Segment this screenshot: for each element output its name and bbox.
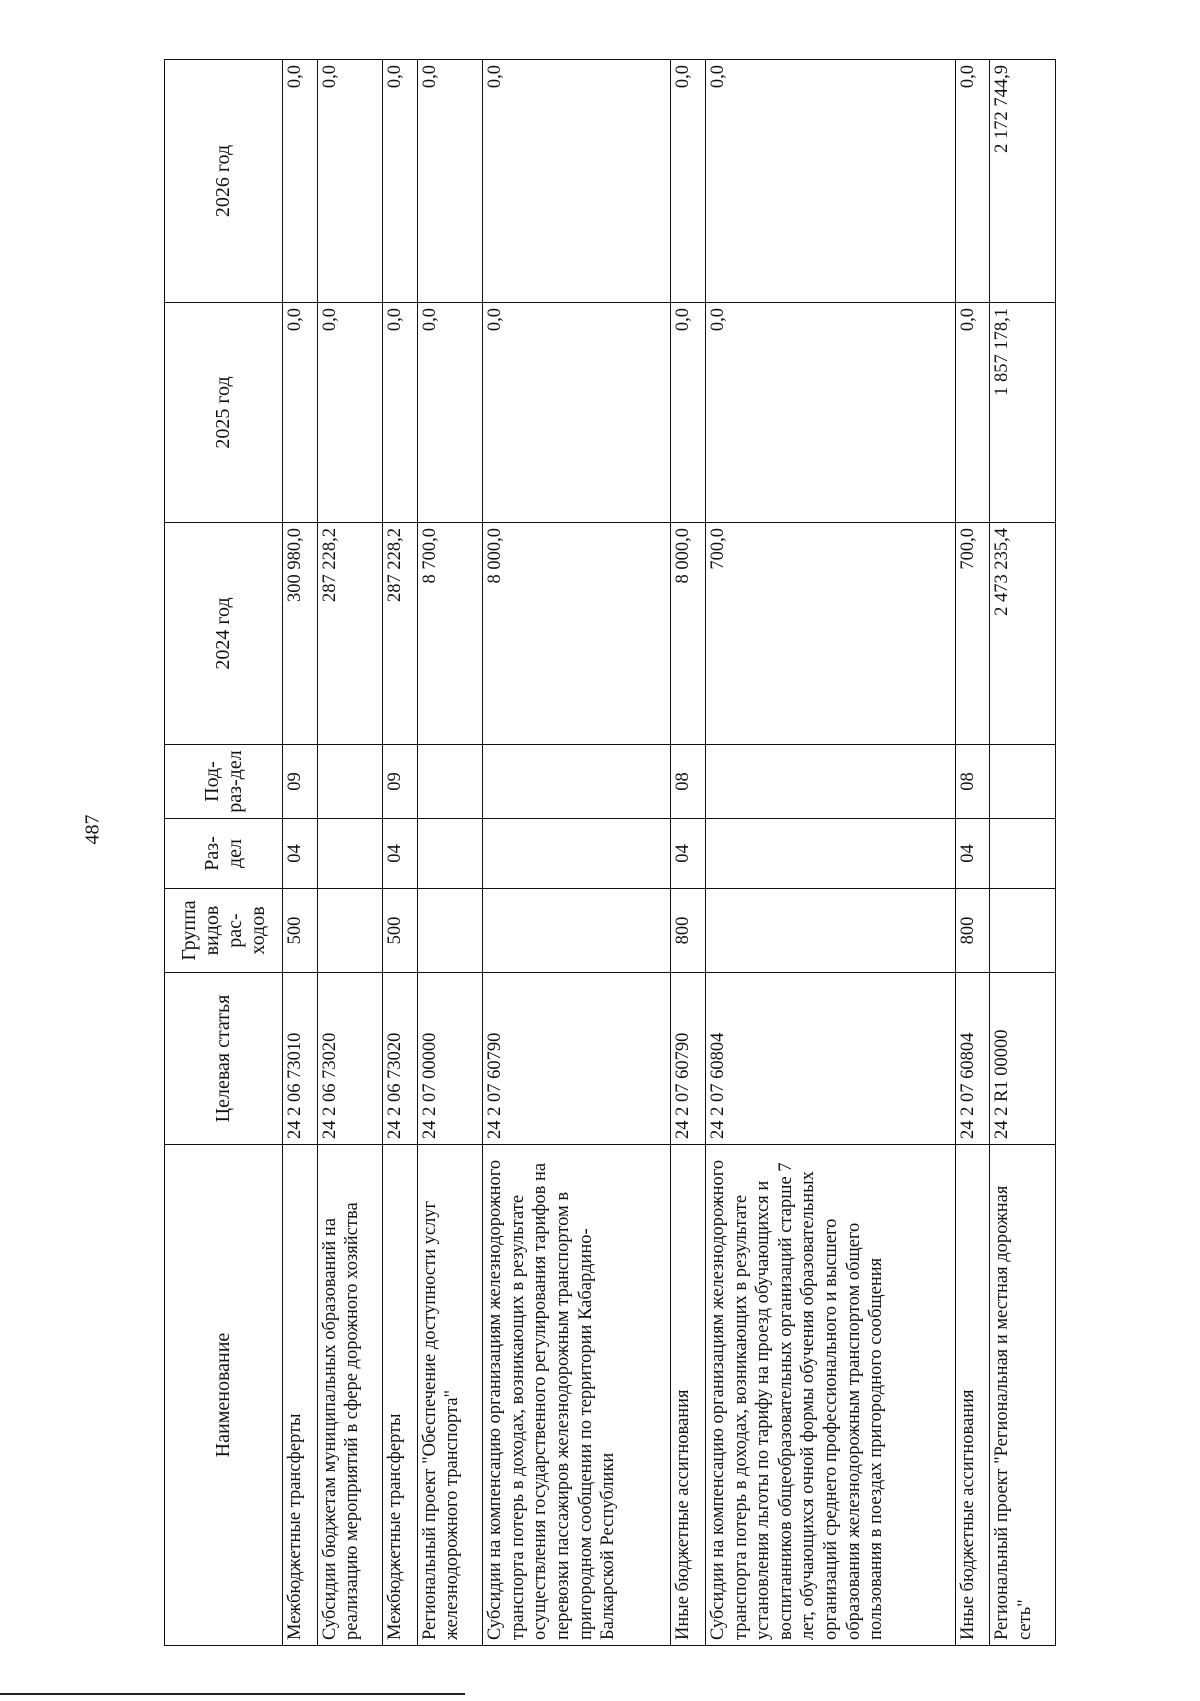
cell-group: 500 (283, 889, 318, 973)
cell-target: 24 2 07 60790 (483, 973, 671, 1145)
cell-group (483, 889, 671, 973)
cell-subsection (317, 745, 382, 819)
table-row (671, 60, 706, 1646)
table-row (383, 60, 418, 1646)
cell-target: 24 2 07 60804 (955, 973, 990, 1145)
cell-name: Субсидии бюджетам муниципальных образований на реализацию мероприятий в сфере дорожного хозяйства (317, 1145, 382, 1646)
page-number: 487 (81, 814, 104, 845)
budget-table-rotated (164, 60, 1056, 1646)
cell-subsection: 08 (955, 745, 990, 819)
cell-y2025: 0,0 (483, 303, 671, 523)
cell-subsection: 09 (383, 745, 418, 819)
cell-subsection: 09 (283, 745, 318, 819)
cell-name: Иные бюджетные ассигнования (955, 1145, 990, 1646)
table-body (283, 60, 1056, 1646)
cell-y2024: 287 228,2 (383, 523, 418, 745)
cell-group: 800 (671, 889, 706, 973)
table-header-row (165, 60, 283, 1646)
cell-y2024: 287 228,2 (317, 523, 382, 745)
cell-section (706, 819, 956, 889)
cell-group (706, 889, 956, 973)
header-2024: 2024 год (165, 523, 283, 745)
table-row (283, 60, 318, 1646)
table-row (317, 60, 382, 1646)
cell-y2024: 700,0 (955, 523, 990, 745)
table-row (706, 60, 956, 1646)
cell-section: 04 (383, 819, 418, 889)
header-2025: 2025 год (165, 303, 283, 523)
cell-y2025: 0,0 (317, 303, 382, 523)
table-row (990, 60, 1056, 1646)
table-row (417, 60, 482, 1646)
cell-y2024: 300 980,0 (283, 523, 318, 745)
cell-y2024: 8 000,0 (671, 523, 706, 745)
header-group: Группа видов рас-ходов (165, 889, 283, 973)
cell-y2025: 0,0 (955, 303, 990, 523)
cell-target: 24 2 07 60804 (706, 973, 956, 1145)
cell-subsection (706, 745, 956, 819)
cell-name: Межбюджетные трансферты (283, 1145, 318, 1646)
cell-subsection (483, 745, 671, 819)
cell-name: Субсидии на компенсацию организациям железнодорожного транспорта потерь в доходах, возникающих в результате установления льготы по тарифу на проезд обучающихся и воспитанников общеобразовательных организаций старше 7 лет, обучающихся очной формы обучения образовательных организаций среднего профессионального и высшего образования железнодорожным транспортом общего пользования в поездах пригородного сообщения (706, 1145, 956, 1646)
cell-target: 24 2 06 73020 (317, 973, 382, 1145)
cell-y2026: 0,0 (483, 60, 671, 303)
cell-target: 24 2 R1 00000 (990, 973, 1056, 1145)
cell-group: 800 (955, 889, 990, 973)
cell-y2024: 2 473 235,4 (990, 523, 1056, 745)
scan-edge-line (0, 1693, 465, 1695)
cell-y2026: 0,0 (417, 60, 482, 303)
cell-name: Иные бюджетные ассигнования (671, 1145, 706, 1646)
cell-target: 24 2 07 60790 (671, 973, 706, 1145)
table-row (955, 60, 990, 1646)
cell-y2026: 0,0 (317, 60, 382, 303)
cell-name: Региональный проект "Обеспечение доступности услуг железнодорожного транспорта" (417, 1145, 482, 1646)
cell-y2025: 0,0 (706, 303, 956, 523)
cell-y2024: 700,0 (706, 523, 956, 745)
cell-section: 04 (283, 819, 318, 889)
table-row (483, 60, 671, 1646)
cell-section (483, 819, 671, 889)
cell-section: 04 (671, 819, 706, 889)
budget-table (164, 59, 1056, 1646)
cell-y2025: 0,0 (671, 303, 706, 523)
cell-name: Региональный проект "Региональная и местная дорожная сеть" (990, 1145, 1056, 1646)
cell-y2025: 1 857 178,1 (990, 303, 1056, 523)
cell-y2026: 0,0 (671, 60, 706, 303)
cell-group (990, 889, 1056, 973)
cell-subsection (417, 745, 482, 819)
header-subsection: Под-раз-дел (165, 745, 283, 819)
cell-group: 500 (383, 889, 418, 973)
cell-y2026: 0,0 (283, 60, 318, 303)
cell-subsection: 08 (671, 745, 706, 819)
cell-group (317, 889, 382, 973)
cell-y2024: 8 000,0 (483, 523, 671, 745)
cell-name: Межбюджетные трансферты (383, 1145, 418, 1646)
cell-y2026: 0,0 (955, 60, 990, 303)
cell-target: 24 2 06 73010 (283, 973, 318, 1145)
header-section: Раз-дел (165, 819, 283, 889)
cell-target: 24 2 07 00000 (417, 973, 482, 1145)
cell-y2026: 0,0 (383, 60, 418, 303)
cell-y2024: 8 700,0 (417, 523, 482, 745)
cell-y2025: 0,0 (417, 303, 482, 523)
cell-section: 04 (955, 819, 990, 889)
cell-y2026: 2 172 744,9 (990, 60, 1056, 303)
cell-group (417, 889, 482, 973)
cell-target: 24 2 06 73020 (383, 973, 418, 1145)
cell-section (317, 819, 382, 889)
cell-section (417, 819, 482, 889)
cell-name: Субсидии на компенсацию организациям железнодорожного транспорта потерь в доходах, возникающих в результате осуществления государственного регулирования тарифов на перевозки пассажиров железнодорожным транспортом в пригородном сообщении по территории Кабардино-Балкарской Республики (483, 1145, 671, 1646)
header-target: Целевая статья (165, 973, 283, 1145)
header-2026: 2026 год (165, 60, 283, 303)
cell-y2026: 0,0 (706, 60, 956, 303)
cell-subsection (990, 745, 1056, 819)
cell-section (990, 819, 1056, 889)
cell-y2025: 0,0 (383, 303, 418, 523)
cell-y2025: 0,0 (283, 303, 318, 523)
header-name: Наименование (165, 1145, 283, 1646)
